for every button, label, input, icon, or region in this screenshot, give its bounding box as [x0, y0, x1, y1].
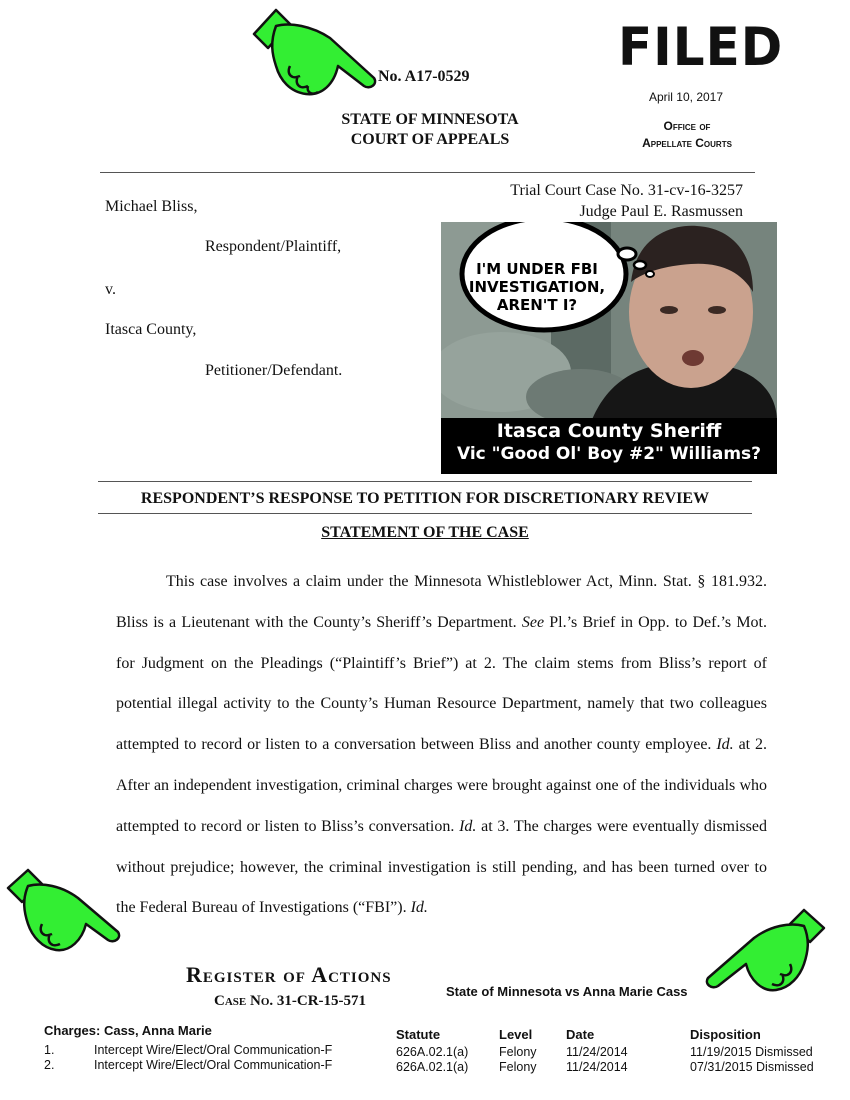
- sheriff-photo: [441, 222, 777, 474]
- pointing-hand-icon: [246, 4, 382, 102]
- citation-id-3: Id.: [410, 899, 428, 917]
- filed-date: April 10, 2017: [648, 90, 724, 104]
- bubble-line-3: AREN'T I?: [496, 296, 578, 314]
- column-level: Level: [499, 1027, 533, 1042]
- pointing-hand-icon: [2, 866, 124, 956]
- office-line-1: Office of: [663, 119, 711, 133]
- filed-stamp: FILED: [618, 16, 784, 78]
- case-number: No. A17-0529: [378, 68, 470, 85]
- column-statute: Statute: [396, 1027, 441, 1042]
- row-charge: Intercept Wire/Elect/Oral Communication-F: [94, 1058, 333, 1072]
- row-level: Felony: [499, 1060, 537, 1074]
- table-row: [44, 1058, 844, 1074]
- photo-caption-line-1: Itasca County Sheriff: [496, 420, 722, 442]
- body-text-2: Pl.’s Brief in Opp. to Def.’s Mot. for Judgment on the Pleadings (“Plaintiff’s Brief”) at 2. The claim stems from Bliss’s report of potential illegal activity to the County’s Human Resource Department, namely that two colleagues attempted to record or listen to a conversation between Bliss and another county employee.: [116, 613, 768, 754]
- row-date: 11/24/2014: [566, 1045, 628, 1059]
- court-line-state: STATE OF MINNESOTA: [341, 111, 519, 128]
- trial-court-info: [440, 180, 743, 222]
- row-charge: Intercept Wire/Elect/Oral Communication-F: [94, 1043, 333, 1057]
- citation-see: See: [521, 613, 545, 631]
- row-statute: 626A.02.1(a): [396, 1045, 469, 1059]
- header-rule: [100, 172, 755, 173]
- body-text-1: This case involves a claim under the Minnesota Whistleblower Act, Minn. Stat. § 181.932. Bliss is a Lieutenant with the County’s Sheriff’s Department.: [116, 573, 767, 631]
- party-plaintiff: Michael Bliss,: [105, 198, 198, 215]
- title-rule-top: [98, 481, 752, 482]
- party-defendant: Itasca County,: [105, 321, 197, 338]
- row-statute: 626A.02.1(a): [396, 1060, 469, 1074]
- trial-case-number: Trial Court Case No. 31-cv-16-3257: [510, 182, 743, 199]
- court-line-appeals: COURT OF APPEALS: [350, 131, 510, 148]
- judge-name: Judge Paul E. Rasmussen: [579, 203, 743, 220]
- title-rule-bottom: [98, 513, 752, 514]
- row-number: 1.: [44, 1043, 55, 1057]
- row-number: 2.: [44, 1058, 55, 1072]
- column-disposition: Disposition: [690, 1027, 761, 1042]
- charges-header: Charges: Cass, Anna Marie: [44, 1023, 212, 1038]
- photo-caption-line-2: Vic "Good Ol' Boy #2" Williams?: [456, 444, 762, 464]
- table-row: [44, 1043, 844, 1059]
- bubble-line-2: INVESTIGATION,: [468, 278, 606, 296]
- row-disposition: 07/31/2015 Dismissed: [690, 1060, 814, 1074]
- citation-id-1: Id.: [716, 736, 734, 754]
- office-line-2: Appellate Courts: [642, 136, 732, 150]
- filed-office: [614, 118, 760, 152]
- section-heading: STATEMENT OF THE CASE: [321, 524, 529, 541]
- row-date: 11/24/2014: [566, 1060, 628, 1074]
- party-defendant-role: Petitioner/Defendant.: [205, 362, 343, 379]
- register-parties: State of Minnesota vs Anna Marie Cass: [446, 984, 688, 999]
- body-text-4: at 3. The charges were eventually dismissed without prejudice; however, the criminal investigation is still pending, and has been turned over to the Federal Bureau of Investigations (“FBI”).: [116, 817, 768, 917]
- row-level: Felony: [499, 1045, 537, 1059]
- citation-id-2: Id.: [459, 817, 477, 835]
- body-text-3: at 2. After an independent investigation, criminal charges were brought against one of the individuals who attempted to record or listen to Bliss’s conversation.: [116, 736, 768, 835]
- versus: v.: [105, 281, 116, 298]
- document-title: RESPONDENT’S RESPONSE TO PETITION FOR DISCRETIONARY REVIEW: [140, 490, 710, 507]
- row-disposition: 11/19/2015 Dismissed: [690, 1045, 813, 1059]
- speech-bubble: [459, 260, 615, 314]
- body-paragraph: [116, 562, 767, 929]
- court-name: [300, 110, 560, 150]
- register-case-number: Case No. 31-CR-15-571: [214, 993, 367, 1009]
- statement-body: [116, 562, 767, 929]
- column-date: Date: [566, 1027, 595, 1042]
- pointing-hand-icon: [700, 908, 830, 998]
- bubble-line-1: I'M UNDER FBI: [476, 260, 598, 278]
- register-title: Register of Actions: [186, 962, 392, 987]
- party-plaintiff-role: Respondent/Plaintiff,: [205, 238, 342, 255]
